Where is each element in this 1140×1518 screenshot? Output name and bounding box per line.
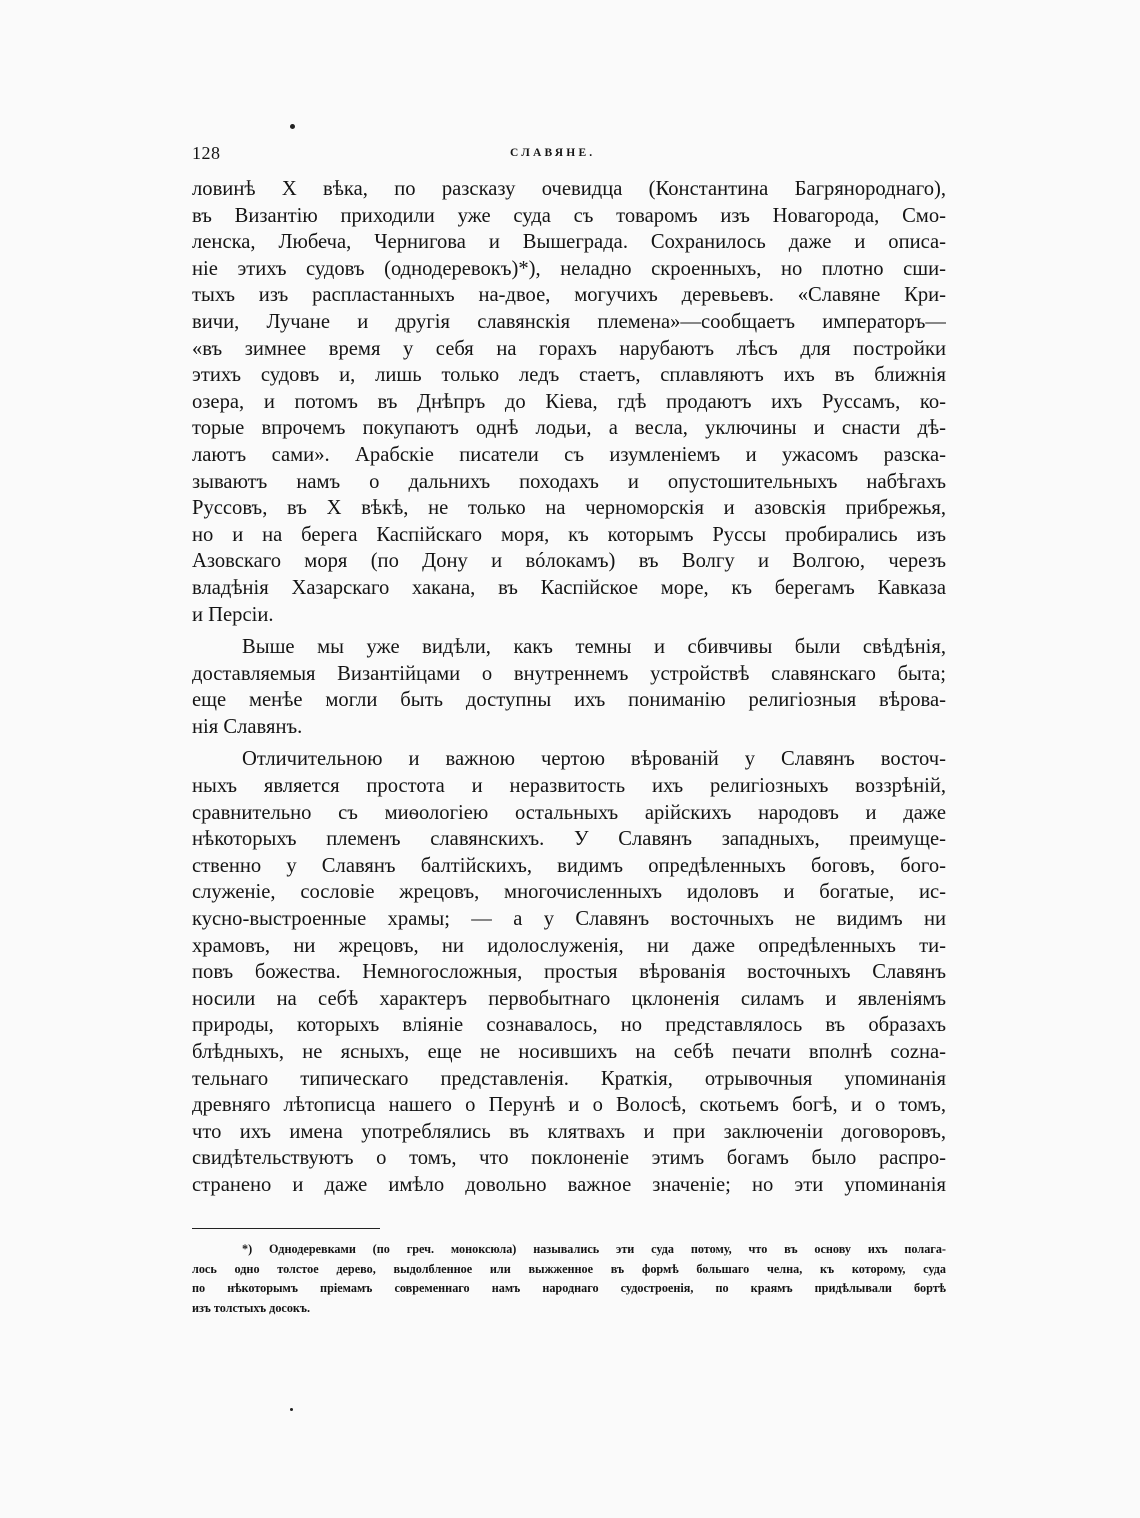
ink-speck — [290, 124, 295, 129]
text-line: блѣдныхъ, не ясныхъ, еще не носившихъ на себѣ печати вполнѣ сozна- — [192, 1041, 946, 1063]
text-line: свидѣтельствуютъ о томъ, что поклоненіе этимъ богамъ было распро- — [192, 1147, 946, 1170]
text-line: Отличительною и важною чертою вѣрованій у Славянъ восточ- — [242, 748, 946, 771]
text-line: «въ зимнее время у себя на горахъ нарубаютъ лѣсъ для постройки — [192, 337, 946, 360]
text-line: нія Славянъ. — [192, 715, 303, 738]
paragraph-1 — [192, 176, 946, 628]
text-line: странено и даже имѣло довольно важное значеніе; но эти упоминанія — [192, 1173, 946, 1196]
text-line: носили на себѣ характеръ первобытнаго цклоненія силамъ и явленіямъ — [192, 987, 946, 1010]
text-line: и Персіи. — [192, 603, 274, 626]
text-line: Выше мы уже видѣли, какъ темны и сбивчивы были свѣдѣнія, — [242, 636, 946, 659]
text-line: доставляемыя Византійцами о внутреннемъ устройствѣ славянскаго быта; — [192, 662, 946, 685]
text-line: ніе этихъ судовъ (однодеревокъ)*), неладно скроенныхъ, но плотно сши- — [192, 257, 946, 280]
footnote — [192, 1240, 946, 1318]
footnote-line: изъ толстыхъ досокъ. — [192, 1300, 311, 1315]
text-line: торые впрочемъ покупаютъ однѣ лодьи, а весла, уключины и снасти дѣ- — [192, 417, 946, 440]
text-line: сравнительно съ миѳологіею остальныхъ арійскихъ народовъ и даже — [192, 801, 946, 824]
text-line: ленска, Любеча, Чернигова и Вышеграда. Сохранилось даже и описа- — [192, 231, 946, 254]
text-line: этихъ судовъ и, лишь только ледъ стаетъ, сплавляютъ ихъ въ ближнія — [192, 364, 946, 387]
footnote-rule — [192, 1228, 380, 1229]
text-line: еще менѣе могли быть доступны ихъ пониманію религіозныя вѣрова- — [192, 689, 946, 712]
footnote-line: лось одно толстое дерево, выдолбленное или выжженное въ формѣ большаго челна, къ которому, суда — [192, 1261, 946, 1276]
paragraph-2 — [192, 634, 946, 740]
footnote-line: *) Однодеревками (по греч. моноксюла) назывались эти суда потому, что въ основу ихъ полага- — [242, 1242, 946, 1256]
text-line: владѣнія Хазарскаго хакана, въ Каспійское море, къ берегамъ Кавказа — [192, 576, 946, 599]
text-line: лаютъ сами». Арабскіе писатели съ изумленіемъ и ужасомъ разска- — [192, 443, 946, 466]
text-line: кусно-выстроенные храмы; — а у Славянъ восточныхъ не видимъ ни — [192, 908, 946, 931]
text-line: нѣкоторыхъ племенъ славянскихъ. У Славянъ западныхъ, преимуще- — [192, 828, 946, 851]
text-line: повъ божества. Немногосложныя, простыя вѣрованія восточныхъ Славянъ — [192, 961, 946, 984]
text-line: что ихъ имена употреблялись въ клятвахъ и при заключеніи договоровъ, — [192, 1120, 946, 1143]
text-line: древняго лѣтописца нашего о Перунѣ и о Волосѣ, скотьемъ богѣ, и о томъ, — [192, 1094, 946, 1117]
text-line: Азовскаго моря (по Дону и вóлокамъ) въ Волгу и Волгою, черезъ — [192, 550, 946, 573]
text-line: служеніе, сословіе жрецовъ, многочисленныхъ идоловъ и богатые, ис- — [192, 881, 946, 904]
text-line: Руссовъ, въ X вѣкѣ, не только на черноморскія и азовскія прибрежья, — [192, 497, 946, 520]
text-line: ныхъ является простота и неразвитость ихъ религіозныхъ воззрѣній, — [192, 775, 946, 798]
body-text — [192, 176, 946, 1199]
text-line: ственно у Славянъ балтійскихъ, видимъ опредѣленныхъ боговъ, бого- — [192, 854, 946, 877]
page-number: 128 — [192, 143, 221, 163]
page-header — [192, 140, 946, 166]
text-line: ловинѣ X вѣка, по разсказу очевидца (Константина Багрянороднаго), — [192, 178, 946, 200]
ink-speck — [290, 1408, 293, 1411]
text-line: тельнаго типическаго представленія. Краткія, отрывочныя упоминанія — [192, 1067, 946, 1090]
running-title: СЛАВЯНЕ. — [510, 147, 596, 159]
text-line: зываютъ намъ о дальнихъ походахъ и опустошительныхъ набѣгахъ — [192, 470, 946, 493]
text-line: тыхъ изъ распластанныхъ на-двое, могучихъ деревьевъ. «Славяне Кри- — [192, 284, 946, 307]
footnote-line: по нѣкоторымъ пріемамъ современнаго намъ народнаго судостроенія, по краямъ придѣлывали бортѣ — [192, 1281, 946, 1295]
text-line: храмовъ, ни жрецовъ, ни идолослуженія, ни даже опредѣленныхъ ти- — [192, 934, 946, 957]
text-line: озера, и потомъ въ Днѣпръ до Кіева, гдѣ продаютъ ихъ Руссамъ, ко- — [192, 390, 946, 413]
text-line: вичи, Лучане и другія славянскія племена»—сообщаетъ императоръ— — [192, 310, 946, 333]
text-line: въ Византію приходили уже суда съ товаромъ изъ Новагорода, Смо- — [192, 204, 946, 227]
paragraph-3 — [192, 746, 946, 1198]
text-line: но и на берега Каспійскаго моря, къ которымъ Руссы пробирались изъ — [192, 523, 946, 546]
text-line: природы, которыхъ вліяніе сознавалось, но представлялось въ образахъ — [192, 1014, 946, 1037]
